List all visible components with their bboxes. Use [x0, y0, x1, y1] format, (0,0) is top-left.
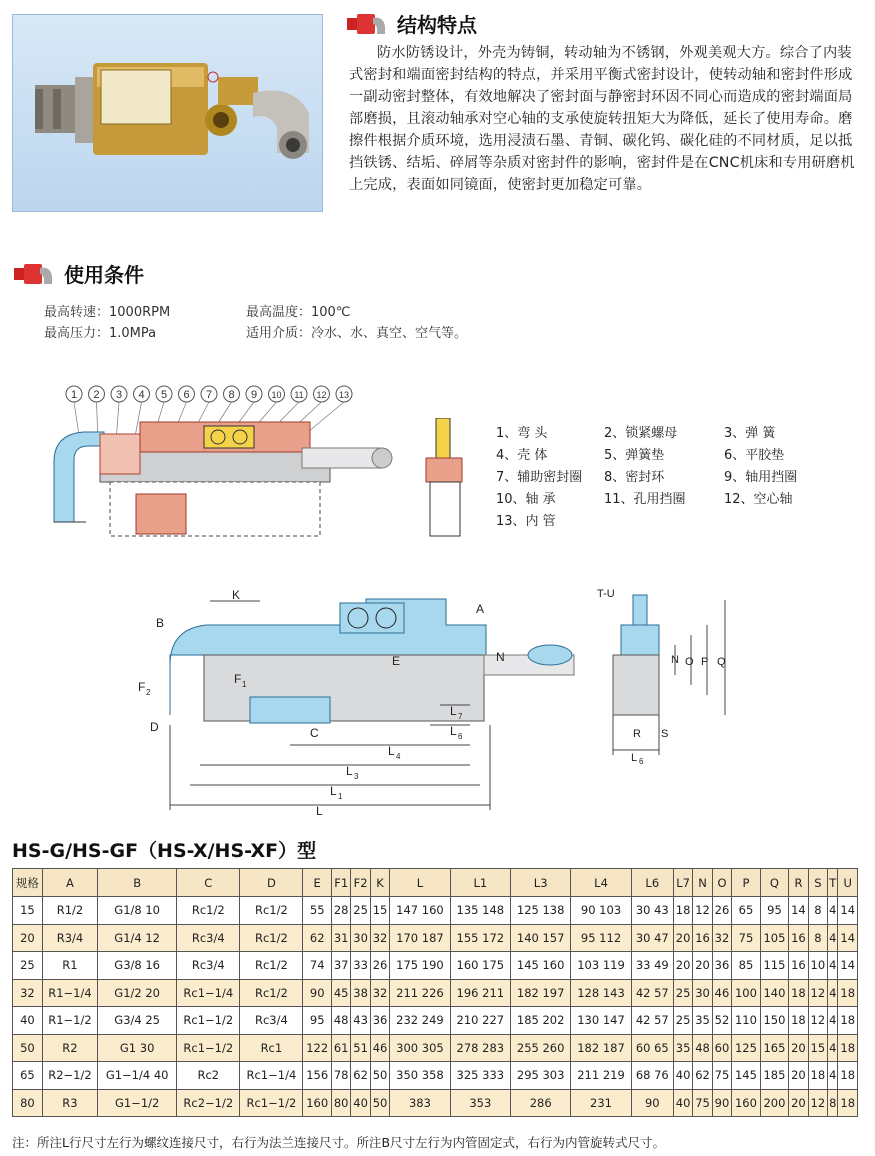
- table-cell: 46: [370, 1034, 389, 1062]
- table-cell: 30 47: [631, 924, 673, 952]
- table-cell: 38: [351, 979, 370, 1007]
- table-cell: 48: [693, 1034, 712, 1062]
- table-row: [13, 979, 858, 1007]
- table-cell: 20: [789, 1034, 808, 1062]
- callout-number: 5: [160, 389, 168, 401]
- callout-number: 3: [115, 389, 123, 401]
- column-header: L6: [631, 869, 673, 897]
- label-l1: L: [330, 784, 337, 798]
- table-cell: 65: [13, 1062, 43, 1090]
- table-cell: R1−1/4: [42, 979, 97, 1007]
- table-cell: 125 138: [510, 897, 570, 925]
- table-cell: Rc3/4: [177, 952, 240, 980]
- table-cell: Rc2−1/2: [177, 1089, 240, 1117]
- callout-number: 10: [271, 390, 282, 400]
- column-header: O: [712, 869, 731, 897]
- table-cell: 182 197: [510, 979, 570, 1007]
- label-l7-sub: 7: [458, 712, 463, 721]
- table-cell: 45: [331, 979, 350, 1007]
- part-item: 11、孔用挡圈: [604, 492, 686, 507]
- table-cell: 255 260: [510, 1034, 570, 1062]
- table-row: [13, 897, 858, 925]
- part-item: 1、弯 头: [496, 426, 548, 441]
- table-cell: 231: [571, 1089, 631, 1117]
- table-cell: 295 303: [510, 1062, 570, 1090]
- table-cell: 232 249: [390, 1007, 450, 1035]
- table-cell: R1/2: [42, 897, 97, 925]
- table-cell: 14: [838, 952, 858, 980]
- column-header: D: [240, 869, 303, 897]
- callout-number: 8: [228, 389, 235, 401]
- table-cell: 75: [732, 924, 761, 952]
- table-cell: Rc1−1/4: [240, 1062, 303, 1090]
- table-cell: 8: [808, 897, 827, 925]
- callout-number: 9: [250, 389, 258, 401]
- table-cell: 196 211: [450, 979, 510, 1007]
- table-cell: Rc2: [177, 1062, 240, 1090]
- column-header: L3: [510, 869, 570, 897]
- table-cell: 100: [732, 979, 761, 1007]
- callout-number: 13: [338, 390, 350, 400]
- table-cell: 200: [760, 1089, 789, 1117]
- table-cell: G1/2 20: [98, 979, 177, 1007]
- table-cell: Rc1/2: [177, 897, 240, 925]
- table-cell: 36: [712, 952, 731, 980]
- column-header: Q: [760, 869, 789, 897]
- side-label-l6: L: [631, 752, 638, 764]
- column-header: L4: [571, 869, 631, 897]
- table-cell: 12: [693, 897, 712, 925]
- structure-title: 结构特点: [397, 12, 477, 37]
- table-cell: 300 305: [390, 1034, 450, 1062]
- table-cell: 51: [351, 1034, 370, 1062]
- label-k: K: [232, 588, 241, 602]
- table-cell: 18: [673, 897, 692, 925]
- table-cell: 325 333: [450, 1062, 510, 1090]
- table-cell: 95 112: [571, 924, 631, 952]
- label-f2-sub: 2: [146, 688, 151, 697]
- table-cell: 32: [370, 979, 389, 1007]
- part-item: 5、弹簧垫: [604, 448, 665, 463]
- table-title: HS-G/HS-GF（HS-X/HS-XF）型: [12, 840, 317, 862]
- table-cell: 40: [351, 1089, 370, 1117]
- table-cell: 12: [808, 979, 827, 1007]
- table-cell: Rc1/2: [240, 897, 303, 925]
- table-cell: 286: [510, 1089, 570, 1117]
- table-cell: 130 147: [571, 1007, 631, 1035]
- table-cell: 37: [331, 952, 350, 980]
- table-cell: G1/8 10: [98, 897, 177, 925]
- table-cell: 31: [331, 924, 350, 952]
- part-item: 12、空心轴: [724, 492, 793, 507]
- part-item: 2、锁紧螺母: [604, 426, 678, 441]
- rotary-joint-icon: [12, 258, 54, 288]
- table-cell: 18: [838, 979, 858, 1007]
- column-header: A: [42, 869, 97, 897]
- side-label-tu: T-U: [597, 588, 615, 600]
- column-header: E: [303, 869, 332, 897]
- table-cell: Rc1/2: [240, 952, 303, 980]
- table-cell: 55: [303, 897, 332, 925]
- label-l1-sub: 1: [338, 792, 343, 801]
- table-cell: 20: [789, 1062, 808, 1090]
- table-row: [13, 952, 858, 980]
- table-cell: 62: [303, 924, 332, 952]
- table-cell: 155 172: [450, 924, 510, 952]
- part-item: 10、轴 承: [496, 492, 556, 507]
- table-cell: 30: [351, 924, 370, 952]
- table-cell: 16: [693, 924, 712, 952]
- table-cell: 4: [828, 1034, 838, 1062]
- table-cell: 30: [693, 979, 712, 1007]
- table-cell: 170 187: [390, 924, 450, 952]
- side-label-o: O: [685, 656, 694, 668]
- table-cell: 4: [828, 979, 838, 1007]
- table-cell: 68 76: [631, 1062, 673, 1090]
- table-cell: 115: [760, 952, 789, 980]
- column-header: P: [732, 869, 761, 897]
- rotary-joint-photo: [13, 15, 324, 213]
- table-header-row: [13, 869, 858, 897]
- label-c: C: [310, 726, 319, 740]
- table-cell: 40: [673, 1062, 692, 1090]
- table-cell: 95: [760, 897, 789, 925]
- table-cell: 25: [13, 952, 43, 980]
- product-photo: [12, 14, 323, 212]
- part-item: 7、辅助密封圈: [496, 470, 583, 485]
- callout-number: 1: [70, 389, 78, 401]
- table-cell: 20: [673, 924, 692, 952]
- column-header: S: [808, 869, 827, 897]
- side-label-s: S: [661, 728, 669, 740]
- table-cell: 26: [712, 897, 731, 925]
- table-cell: 90: [303, 979, 332, 1007]
- table-cell: 160: [303, 1089, 332, 1117]
- table-cell: 4: [828, 924, 838, 952]
- label-l6-sub: 6: [458, 732, 463, 741]
- table-row: [13, 1034, 858, 1062]
- table-cell: 105: [760, 924, 789, 952]
- table-cell: 16: [789, 924, 808, 952]
- table-cell: Rc1−1/2: [177, 1034, 240, 1062]
- table-cell: Rc1/2: [240, 924, 303, 952]
- table-cell: 160 175: [450, 952, 510, 980]
- table-cell: Rc1: [240, 1034, 303, 1062]
- table-cell: 35: [693, 1007, 712, 1035]
- table-cell: 62: [693, 1062, 712, 1090]
- column-header: L7: [673, 869, 692, 897]
- table-cell: 25: [673, 979, 692, 1007]
- applicable-medium: 适用介质：冷水、水、真空、空气等。: [246, 326, 468, 341]
- table-cell: 353: [450, 1089, 510, 1117]
- table-cell: 8: [828, 1089, 838, 1117]
- label-f1: F: [234, 672, 242, 686]
- table-cell: 32: [712, 924, 731, 952]
- label-l6: L: [450, 724, 457, 738]
- label-l3-sub: 3: [354, 772, 359, 781]
- dimension-drawing: [130, 585, 610, 817]
- table-cell: 32: [370, 924, 389, 952]
- table-note: 注：所注L行尺寸左行为螺纹连接尺寸，右行为法兰连接尺寸。所注B尺寸左行为内管固定式，右行为内管旋转式尺寸。: [12, 1135, 666, 1150]
- table-cell: 18: [808, 1062, 827, 1090]
- table-cell: 150: [760, 1007, 789, 1035]
- table-cell: 78: [331, 1062, 350, 1090]
- callout-number: 11: [294, 390, 304, 400]
- table-cell: 12: [808, 1007, 827, 1035]
- table-row: [13, 924, 858, 952]
- table-cell: 35: [673, 1034, 692, 1062]
- table-cell: 14: [789, 897, 808, 925]
- column-header: K: [370, 869, 389, 897]
- table-cell: 14: [838, 897, 858, 925]
- rotary-joint-icon: [345, 8, 387, 38]
- table-cell: Rc1−1/2: [177, 1007, 240, 1035]
- table-cell: 18: [789, 979, 808, 1007]
- table-cell: 125: [732, 1034, 761, 1062]
- table-cell: Rc3/4: [240, 1007, 303, 1035]
- column-header: R: [789, 869, 808, 897]
- callout-number: 12: [316, 390, 327, 400]
- side-label-p: P: [701, 656, 709, 668]
- table-cell: 20: [673, 952, 692, 980]
- table-cell: 26: [370, 952, 389, 980]
- table-cell: 46: [712, 979, 731, 1007]
- label-f1-sub: 1: [242, 680, 247, 689]
- table-cell: 50: [13, 1034, 43, 1062]
- table-cell: 75: [712, 1062, 731, 1090]
- callout-number: 4: [138, 389, 145, 401]
- table-cell: 50: [370, 1089, 389, 1117]
- table-cell: G3/8 16: [98, 952, 177, 980]
- parts-list: [496, 422, 866, 532]
- table-cell: 14: [838, 924, 858, 952]
- table-cell: 383: [390, 1089, 450, 1117]
- table-cell: 25: [673, 1007, 692, 1035]
- table-cell: 52: [712, 1007, 731, 1035]
- cross-section-diagram: [40, 382, 480, 552]
- column-header: T: [828, 869, 838, 897]
- table-cell: 156: [303, 1062, 332, 1090]
- table-cell: Rc3/4: [177, 924, 240, 952]
- table-cell: 40: [13, 1007, 43, 1035]
- table-cell: 165: [760, 1034, 789, 1062]
- table-cell: 140 157: [510, 924, 570, 952]
- table-cell: 74: [303, 952, 332, 980]
- part-item: 6、平胶垫: [724, 448, 785, 463]
- max-temperature: 最高温度：100℃: [246, 305, 351, 320]
- table-cell: 18: [838, 1062, 858, 1090]
- structure-paragraph: [349, 42, 859, 196]
- callout-number: 2: [93, 389, 100, 401]
- table-cell: 85: [732, 952, 761, 980]
- table-cell: 62: [351, 1062, 370, 1090]
- table-cell: 160: [732, 1089, 761, 1117]
- table-cell: R1−1/2: [42, 1007, 97, 1035]
- column-header: B: [98, 869, 177, 897]
- table-cell: 15: [808, 1034, 827, 1062]
- table-cell: 10: [808, 952, 827, 980]
- side-detail-diagram: [420, 418, 470, 538]
- table-cell: 25: [351, 897, 370, 925]
- usage-heading: [12, 258, 144, 288]
- max-speed: 最高转速：1000RPM: [44, 305, 171, 320]
- table-cell: R3/4: [42, 924, 97, 952]
- table-cell: R2: [42, 1034, 97, 1062]
- table-cell: 4: [828, 1062, 838, 1090]
- column-header: F2: [351, 869, 370, 897]
- part-item: 13、内 管: [496, 514, 556, 529]
- label-a: A: [476, 602, 485, 616]
- table-row: [13, 1062, 858, 1090]
- callout-number: 6: [183, 389, 190, 401]
- spec-table: [12, 868, 858, 1117]
- side-label-l6-sub: 6: [639, 757, 644, 765]
- table-cell: 60: [712, 1034, 731, 1062]
- label-l3: L: [346, 764, 353, 778]
- table-row: [13, 1007, 858, 1035]
- table-cell: 60 65: [631, 1034, 673, 1062]
- label-l7: L: [450, 704, 457, 718]
- column-header: N: [693, 869, 712, 897]
- table-cell: 147 160: [390, 897, 450, 925]
- table-cell: 145: [732, 1062, 761, 1090]
- part-item: 9、轴用挡圈: [724, 470, 798, 485]
- column-header: L1: [450, 869, 510, 897]
- table-cell: 4: [828, 952, 838, 980]
- label-b: B: [156, 616, 165, 630]
- table-cell: R2−1/2: [42, 1062, 97, 1090]
- table-cell: R3: [42, 1089, 97, 1117]
- label-l: L: [316, 804, 323, 817]
- table-cell: 43: [351, 1007, 370, 1035]
- table-cell: 211 219: [571, 1062, 631, 1090]
- table-cell: 182 187: [571, 1034, 631, 1062]
- side-label-q: Q: [717, 656, 726, 668]
- table-cell: 36: [370, 1007, 389, 1035]
- table-cell: 61: [331, 1034, 350, 1062]
- table-cell: 110: [732, 1007, 761, 1035]
- table-cell: 42 57: [631, 1007, 673, 1035]
- structure-heading: [345, 8, 477, 38]
- table-cell: 18: [838, 1089, 858, 1117]
- column-header: C: [177, 869, 240, 897]
- table-cell: 128 143: [571, 979, 631, 1007]
- table-cell: 210 227: [450, 1007, 510, 1035]
- table-cell: 40: [673, 1089, 692, 1117]
- table-cell: G1 30: [98, 1034, 177, 1062]
- table-cell: 135 148: [450, 897, 510, 925]
- table-cell: 145 160: [510, 952, 570, 980]
- table-cell: Rc1/2: [240, 979, 303, 1007]
- table-cell: 8: [808, 924, 827, 952]
- table-cell: G1/4 12: [98, 924, 177, 952]
- table-cell: 30 43: [631, 897, 673, 925]
- table-cell: 33: [351, 952, 370, 980]
- table-cell: 12: [808, 1089, 827, 1117]
- usage-title: 使用条件: [64, 262, 144, 287]
- label-e: E: [392, 654, 401, 668]
- table-cell: 185 202: [510, 1007, 570, 1035]
- table-cell: 18: [838, 1007, 858, 1035]
- table-cell: 80: [13, 1089, 43, 1117]
- table-cell: G3/4 25: [98, 1007, 177, 1035]
- max-pressure: 最高压力：1.0MPa: [44, 326, 157, 341]
- table-cell: 4: [828, 897, 838, 925]
- side-label-r: R: [633, 728, 641, 740]
- table-cell: 50: [370, 1062, 389, 1090]
- label-l4-sub: 4: [396, 752, 401, 761]
- table-cell: 140: [760, 979, 789, 1007]
- table-cell: 175 190: [390, 952, 450, 980]
- part-item: 3、弹 簧: [724, 426, 776, 441]
- table-cell: R1: [42, 952, 97, 980]
- table-cell: 4: [828, 1007, 838, 1035]
- table-cell: 15: [370, 897, 389, 925]
- table-cell: 15: [13, 897, 43, 925]
- table-cell: 350 358: [390, 1062, 450, 1090]
- side-dimension-drawing: [595, 585, 735, 765]
- table-cell: 75: [693, 1089, 712, 1117]
- table-row: [13, 1089, 858, 1117]
- table-cell: 103 119: [571, 952, 631, 980]
- table-cell: 90: [631, 1089, 673, 1117]
- table-cell: 80: [331, 1089, 350, 1117]
- table-cell: Rc1−1/4: [177, 979, 240, 1007]
- callout-number: 7: [205, 389, 213, 401]
- table-cell: Rc1−1/2: [240, 1089, 303, 1117]
- table-cell: 95: [303, 1007, 332, 1035]
- table-cell: 32: [13, 979, 43, 1007]
- label-l4: L: [388, 744, 395, 758]
- table-cell: 16: [789, 952, 808, 980]
- table-cell: 20: [693, 952, 712, 980]
- label-d: D: [150, 720, 159, 734]
- table-cell: G1−1/4 40: [98, 1062, 177, 1090]
- table-cell: G1−1/2: [98, 1089, 177, 1117]
- table-cell: 48: [331, 1007, 350, 1035]
- table-cell: 90 103: [571, 897, 631, 925]
- column-header: 规格: [13, 869, 43, 897]
- table-cell: 33 49: [631, 952, 673, 980]
- table-cell: 18: [838, 1034, 858, 1062]
- label-f2: F: [138, 680, 146, 694]
- table-cell: 65: [732, 897, 761, 925]
- table-cell: 185: [760, 1062, 789, 1090]
- table-cell: 42 57: [631, 979, 673, 1007]
- label-n: N: [496, 650, 505, 664]
- table-cell: 20: [789, 1089, 808, 1117]
- table-cell: 211 226: [390, 979, 450, 1007]
- table-cell: 28: [331, 897, 350, 925]
- table-cell: 20: [13, 924, 43, 952]
- column-header: F1: [331, 869, 350, 897]
- part-item: 4、壳 体: [496, 448, 548, 463]
- table-cell: 90: [712, 1089, 731, 1117]
- table-cell: 18: [789, 1007, 808, 1035]
- table-cell: 122: [303, 1034, 332, 1062]
- column-header: L: [390, 869, 450, 897]
- table-cell: 278 283: [450, 1034, 510, 1062]
- part-item: 8、密封环: [604, 470, 665, 485]
- side-label-n: N: [671, 654, 679, 666]
- column-header: U: [838, 869, 858, 897]
- structure-text: 防水防锈设计，外壳为铸铜，转动轴为不锈钢，外观美观大方。综合了内装式密封和端面密封结构的特点，并采用平衡式密封设计，使转动轴和密封件形成一副动密封整体，有效地解决了密封面与静密封环因不同心而造成的密封端面局部磨损，且滚动轴承对空心轴的支承使旋转扭矩大为降低，延长了使用寿命。磨擦件根据介质环境，选用浸渍石墨、青铜、碳化钨、碳化硅的不同材质，足以抵挡铁锈、结垢、碎屑等杂质对密封件的影响，密封件是在CNC机床和专用研磨机上完成，表面如同镜面，使密封更加稳定可靠。: [349, 45, 855, 193]
